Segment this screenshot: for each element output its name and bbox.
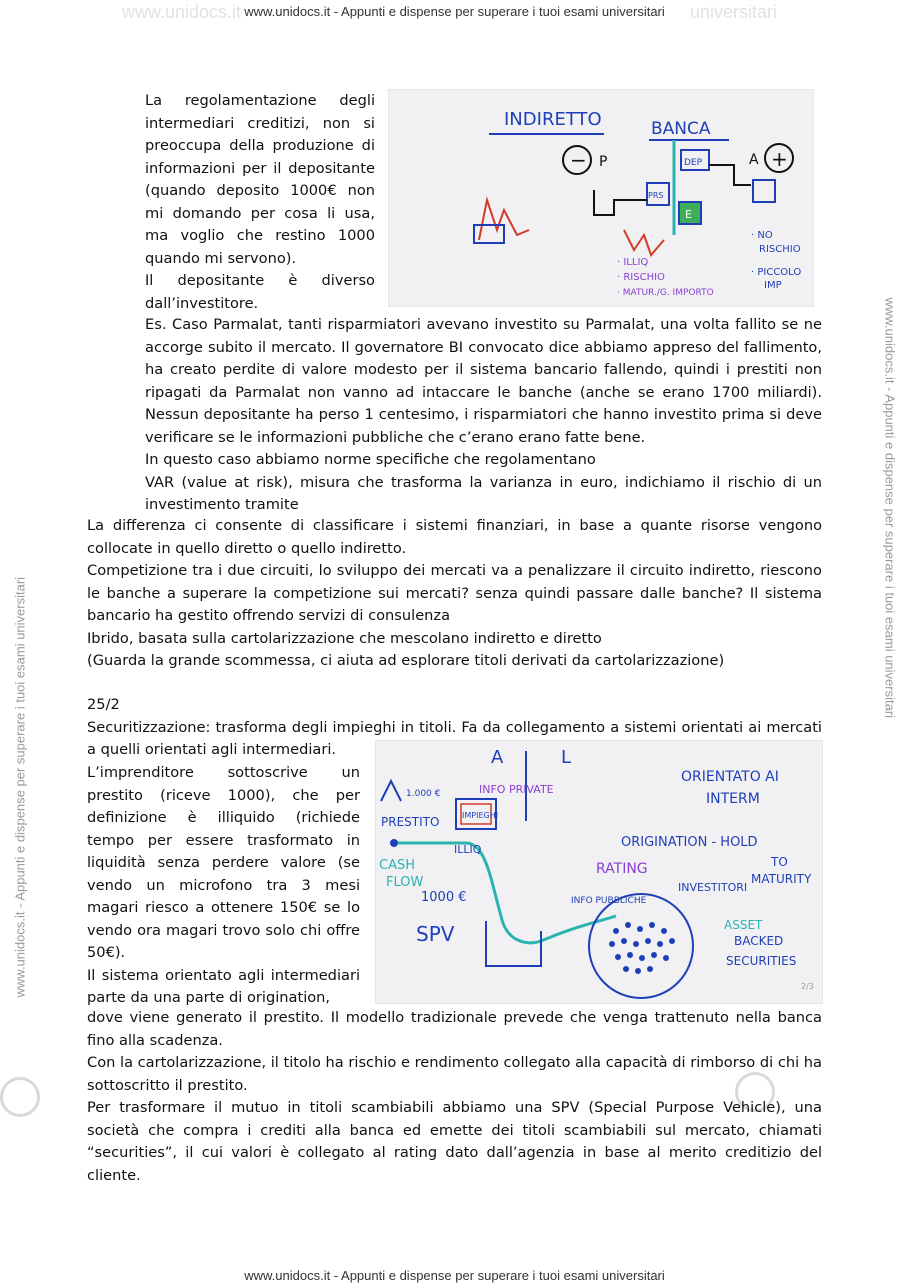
origination-label: ORIGINATION - HOLD (621, 835, 758, 850)
sketch-indiretto (388, 89, 814, 307)
indented-text-1 (145, 314, 822, 517)
asset-label: ASSET (724, 918, 763, 932)
svg-text:1.000 €: 1.000 € (406, 789, 441, 799)
note-maturita: · MATUR./G. IMPORTO (617, 288, 714, 298)
paragraph: L’imprenditore sottoscrive un prestito (riceve 1000), che per definizione è illiquido (richiede tempo per essere trasformato in liquidità senza perdere valore (se vendo un microfono tra 3 mesi magari riesco a ottenere 150€ se lo vendo ora magari trovo solo chi offre 50€). (87, 764, 360, 961)
a-label: A (491, 747, 504, 768)
note-rischio: · RISCHIO (617, 272, 665, 283)
paragraph: Securitizzazione: trasforma degli impieghi in titoli. Fa da collegamento a sistemi orientati ai mercati a quelli orientati agli intermediari. (87, 718, 822, 758)
watermark-logo-icon (0, 1077, 40, 1117)
info-pubbliche-label: INFO PUBBLICHE (571, 896, 647, 906)
e-label: E (685, 208, 692, 221)
note-no: · NO (751, 230, 773, 241)
faint-watermark-right: universitari (690, 2, 778, 22)
orientato-label: ORIENTATO AI (681, 769, 779, 785)
prestito-label: PRESTITO (381, 815, 440, 829)
paragraph: dove viene generato il prestito. Il modello tradizionale prevede che venga trattenuto nella banca fino alla scadenza. (87, 1009, 822, 1049)
note-illiq: · ILLIQ (617, 257, 649, 268)
paragraph: VAR (value at risk), misura che trasforma la varianza in euro, indichiamo il rischio di un investimento tramite (145, 473, 822, 513)
spv-label: SPV (416, 922, 455, 946)
paragraph: Ibrido, basata sulla cartolarizzazione che mescolano indiretto e diretto (87, 629, 602, 647)
p-label: P (599, 154, 608, 170)
prs-label: PRS (648, 191, 664, 200)
float-text-1 (145, 90, 375, 315)
cash-label: CASH (379, 858, 415, 873)
body-text-2 (87, 1007, 822, 1187)
interm-label: INTERM (706, 791, 760, 807)
investors-dots (609, 922, 675, 974)
flow-label: FLOW (386, 875, 424, 890)
left-side-watermark: www.unidocs.it - Appunti e dispense per superare i tuoi esami universitari (12, 576, 28, 998)
slide-page-number: 2/3 (801, 982, 814, 991)
footer-watermark: www.unidocs.it - Appunti e dispense per superare i tuoi esami universitari (244, 1268, 665, 1283)
date-heading: 25/2 (87, 696, 120, 713)
a-label: A (749, 152, 759, 168)
paragraph: La regolamentazione degli intermediari creditizi, non si preoccupa della produzione di informazioni per il depositante (quando deposito 1000€ non mi domando per cosa li usa, ma voglio che restino 1000 quando mi servono). (145, 92, 375, 267)
securitization-diagram (376, 741, 822, 1003)
header-watermark: www.unidocs.it - Appunti e dispense per superare i tuoi esami universitari (244, 4, 665, 19)
plus-sign: + (771, 147, 788, 171)
amount-label: 1000 € (421, 890, 467, 905)
paragraph: Il depositante è diverso dall’investitore. (145, 272, 375, 312)
to-label: TO (771, 855, 788, 869)
dep-label: DEP (684, 158, 703, 168)
paragraph: Con la cartolarizzazione, il titolo ha rischio e rendimento collegato alla capacità di rimborso di chi ha sottoscritto il prestito. (87, 1054, 822, 1094)
body-text-1 (87, 515, 822, 673)
paragraph: Per trasformare il mutuo in titoli scambiabili abbiamo una SPV (Special Purpose Vehicle), una società che compra i crediti alla banca ed emette dei titoli scambiabili sul mercato, chiamati “securities”, il cui valori è collegato al rating dato dall’agenzia in base al merito creditizio del cliente. (87, 1099, 822, 1184)
paragraph: Es. Caso Parmalat, tanti risparmiatori avevano investito su Parmalat, una volta fallito se ne accorge subito il mercato. Il governatore BI convocato dice abbiamo appreso del fallimento, ha creato perdite di valore modesto per il sistema bancario fallendo, quindi i prestiti non ripagati da Parmalat non vanno ad intaccare le banche (anche se erano 1700 miliardi). Nessun depositante ha perso 1 centesimo, i risparmiatori che hanno investito prima si deve verificare se le informazioni pubbliche che c’erano erano fatte bene. (145, 316, 822, 446)
rating-label: RATING (596, 861, 648, 877)
l-label: L (561, 747, 572, 768)
note-piccolo: · PICCOLO (751, 267, 802, 278)
minus-sign: − (570, 148, 587, 172)
paragraph: Competizione tra i due circuiti, lo sviluppo dei mercati va a penalizzare il circuito indiretto, riescono le banche a superare la competizione sui mercati? senza quindi passare dalle banche? Il sistema bancario ha gestito offrendo servizi di consulenza (87, 562, 822, 624)
indiretto-diagram (389, 90, 813, 306)
info-private-label: INFO PRIVATE (479, 783, 554, 796)
investitori-label: INVESTITORI (678, 881, 748, 894)
securities-label: SECURITIES (726, 954, 797, 968)
illiq-label: ILLIQ (454, 843, 482, 856)
note-imp: IMP (764, 280, 782, 291)
paragraph: (Guarda la grande scommessa, ci aiuta ad esplorare titoli derivati da cartolarizzazione) (87, 652, 725, 669)
paragraph: Il sistema orientato agli intermediari parte da una parte di origination, (87, 966, 360, 1006)
note-rischio-right: RISCHIO (759, 244, 801, 255)
bank-label: BANCA (651, 119, 711, 139)
right-side-watermark: www.unidocs.it - Appunti e dispense per superare i tuoi esami universitari (882, 297, 898, 719)
paragraph: In questo caso abbiamo norme specifiche che regolamentano (145, 451, 596, 468)
impieghi-label: IMPIEGHI (462, 811, 499, 820)
sketch-securitization (375, 740, 823, 1004)
float-text-2 (87, 762, 360, 1010)
maturity-label: MATURITY (751, 872, 812, 886)
sketch-title: INDIRETTO (504, 109, 602, 130)
paragraph: La differenza ci consente di classificare i sistemi finanziari, in base a quante risorse vengono collocate in quello diretto o quello indiretto. (87, 517, 822, 557)
backed-label: BACKED (734, 934, 784, 948)
faint-watermark-left: www.unidocs.it (122, 2, 242, 22)
